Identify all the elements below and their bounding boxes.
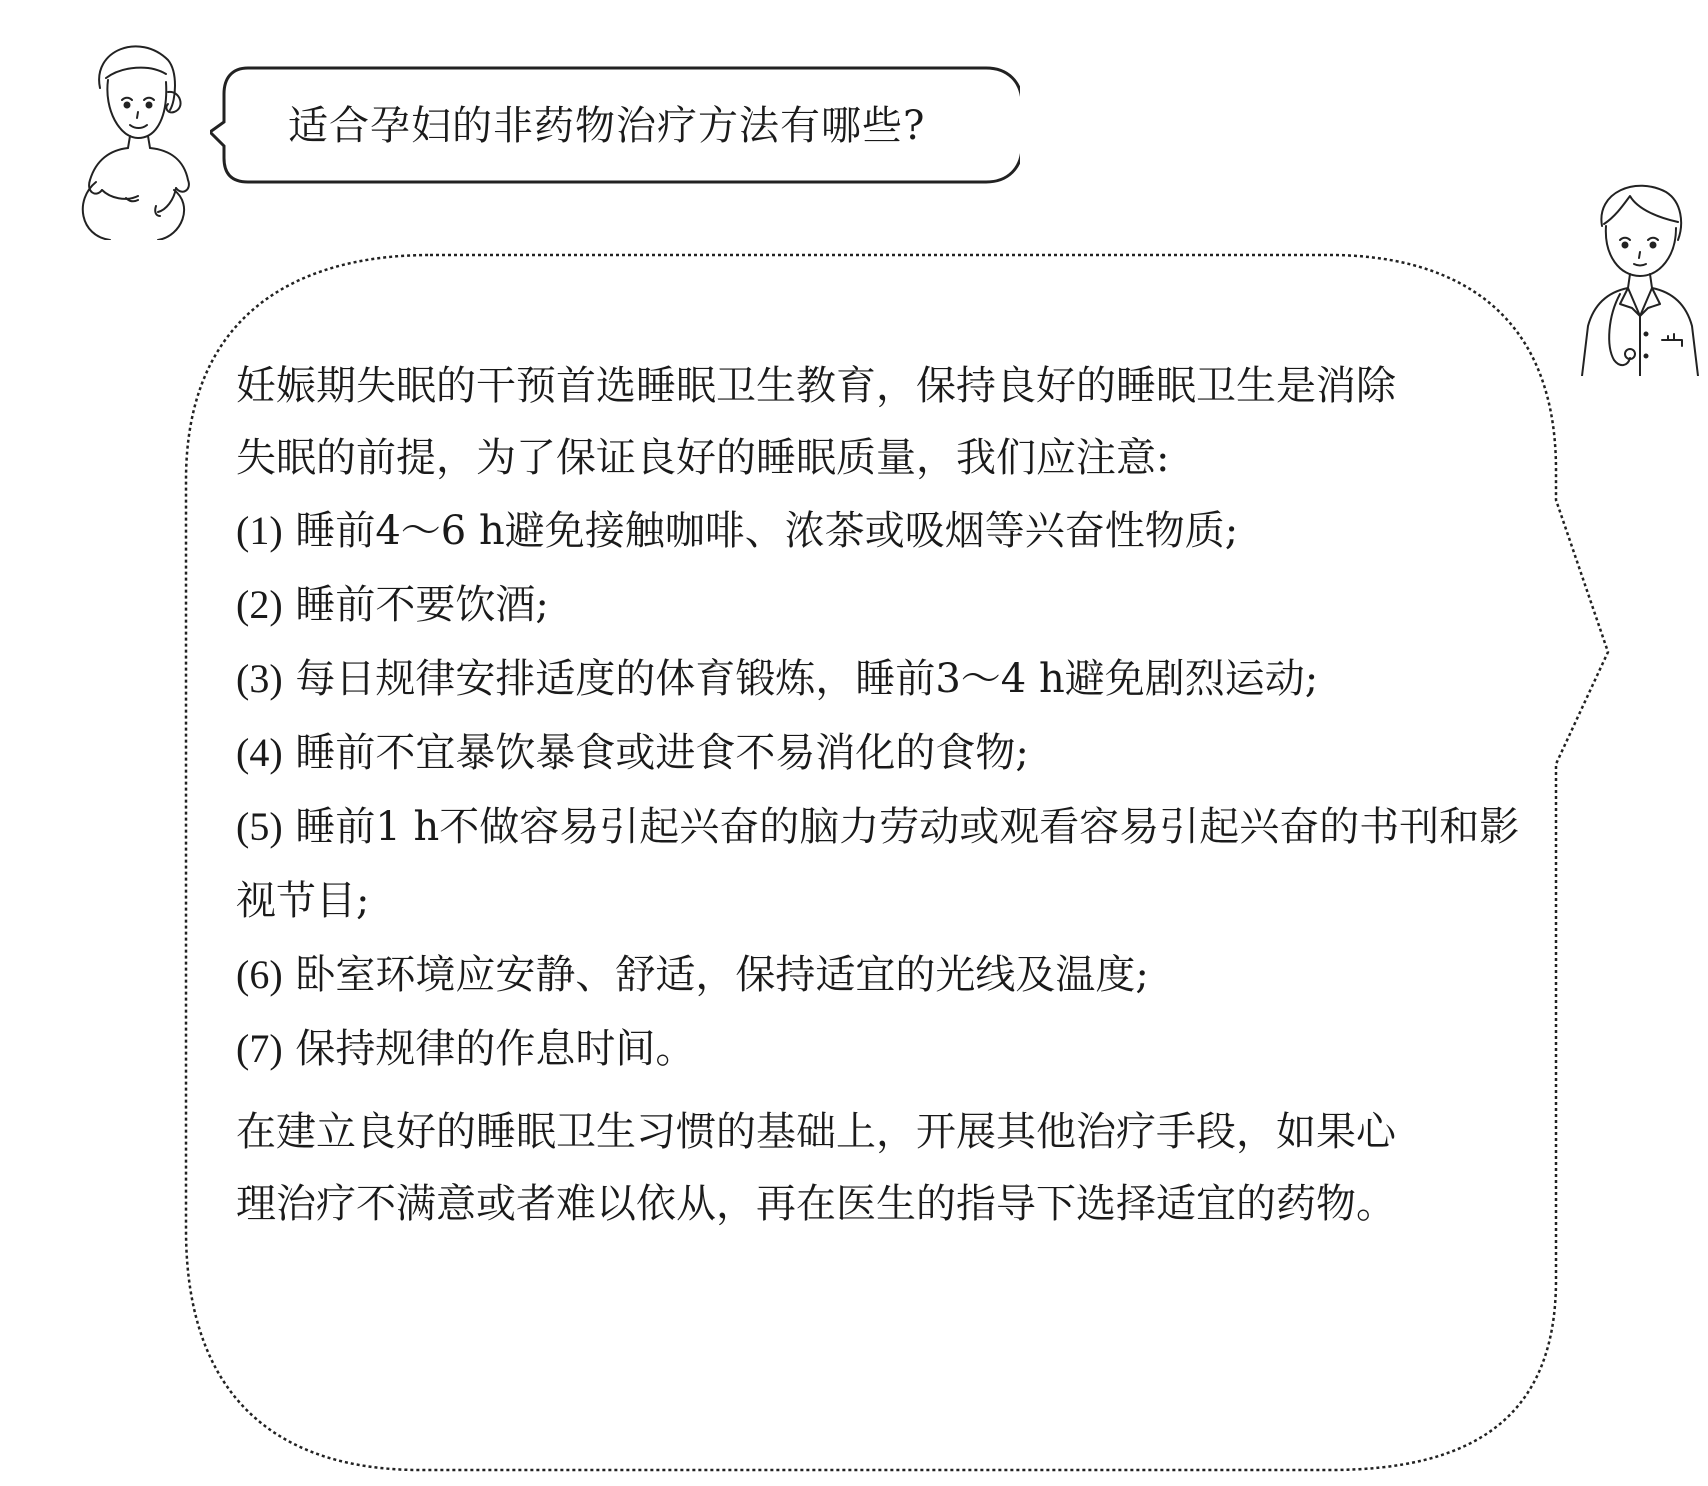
list-item-text: 保持规律的作息时间。 xyxy=(295,1026,696,1072)
list-item-number: (4) xyxy=(236,730,283,775)
list-item-7 xyxy=(236,1012,1516,1086)
conclusion-line: 理治疗不满意或者难以依从，再在医生的指导下选择适宜的药物。 xyxy=(236,1181,1396,1227)
list-item-text: 每日规律安排适度的体育锻炼，睡前3～4 h避免剧烈运动; xyxy=(295,656,1319,702)
list-item-text: 睡前1 h不做容易引起兴奋的脑力劳动或观看容易引起兴奋的书刊和影视节目; xyxy=(236,804,1520,924)
answer-text-block xyxy=(236,350,1520,1240)
list-item-text: 睡前4～6 h避免接触咖啡、浓茶或吸烟等兴奋性物质; xyxy=(295,508,1239,554)
list-item-number: (7) xyxy=(236,1026,283,1071)
list-item-text: 睡前不要饮酒; xyxy=(295,582,549,628)
answer-conclusion xyxy=(236,1096,1516,1240)
question-speech-bubble xyxy=(210,66,1020,186)
list-item-number: (5) xyxy=(236,804,283,849)
list-item-2 xyxy=(236,568,1516,642)
conclusion-line: 在建立良好的睡眠卫生习惯的基础上，开展其他治疗手段，如果心 xyxy=(236,1109,1396,1155)
answer-intro xyxy=(236,350,1516,494)
list-item-number: (3) xyxy=(236,656,283,701)
list-item-3 xyxy=(236,642,1516,716)
list-item-number: (2) xyxy=(236,582,283,627)
doctor-illustration xyxy=(1580,176,1700,376)
list-item-5 xyxy=(236,790,1526,938)
intro-line: 妊娠期失眠的干预首选睡眠卫生教育，保持良好的睡眠卫生是消除 xyxy=(236,363,1396,409)
question-text: 适合孕妇的非药物治疗方法有哪些? xyxy=(288,103,926,149)
list-item-4 xyxy=(236,716,1516,790)
pregnant-woman-illustration xyxy=(70,30,210,240)
intro-line: 失眠的前提，为了保证良好的睡眠质量，我们应注意: xyxy=(236,435,1170,481)
list-item-text: 卧室环境应安静、舒适，保持适宜的光线及温度; xyxy=(295,952,1149,998)
list-item-1 xyxy=(236,494,1516,568)
list-item-6 xyxy=(236,938,1516,1012)
list-item-text: 睡前不宜暴饮暴食或进食不易消化的食物; xyxy=(295,730,1029,776)
list-item-number: (6) xyxy=(236,952,283,997)
list-item-number: (1) xyxy=(236,508,283,553)
